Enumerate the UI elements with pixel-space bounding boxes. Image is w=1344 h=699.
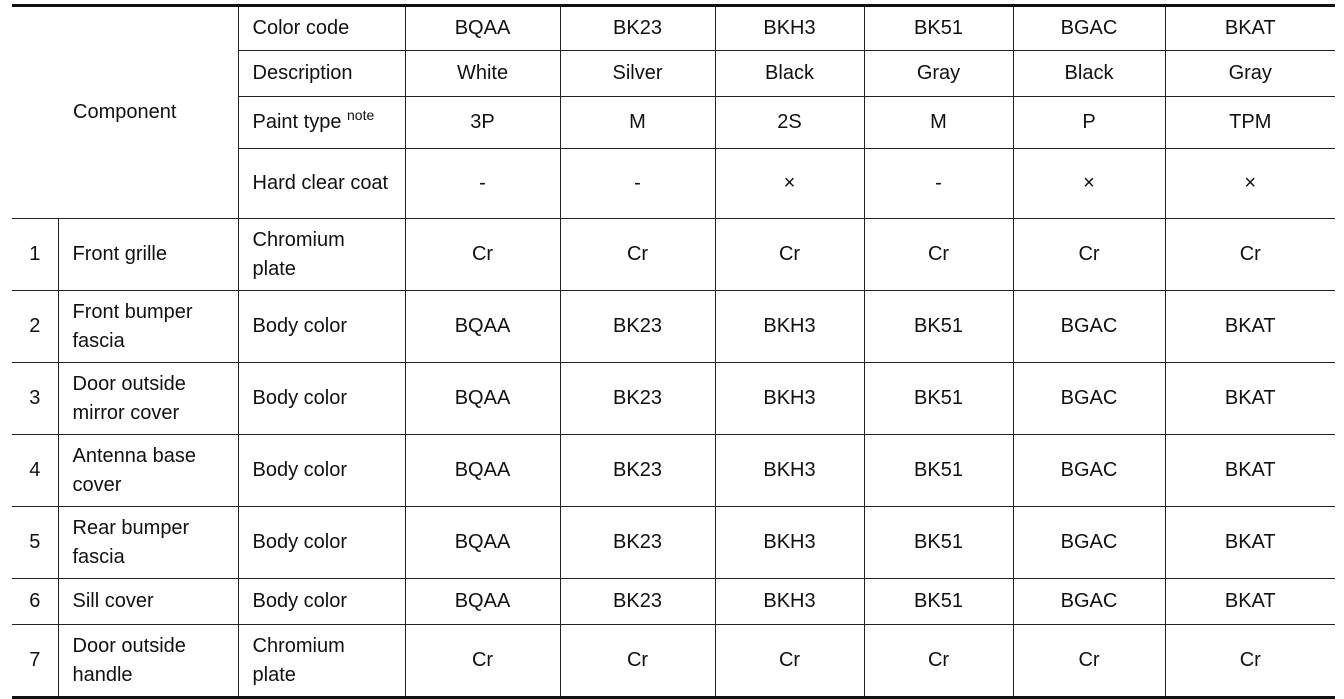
paint-type-cell: P <box>1013 97 1165 149</box>
value-cell: BK23 <box>560 291 715 363</box>
table-row <box>12 291 1335 363</box>
value-cell: BQAA <box>405 507 560 579</box>
value-cell: Cr <box>1013 219 1165 291</box>
value-cell: BGAC <box>1013 291 1165 363</box>
paint-type-label <box>238 97 405 149</box>
value-cell: BKH3 <box>715 507 864 579</box>
hard-clear-coat-cell: × <box>1165 149 1335 219</box>
finish-type: Chromium plate <box>238 219 405 291</box>
value-cell: BKAT <box>1165 363 1335 435</box>
component-name: Front grille <box>58 219 238 291</box>
value-cell: BKH3 <box>715 291 864 363</box>
finish-type: Body color <box>238 291 405 363</box>
description-cell: Gray <box>1165 51 1335 97</box>
value-cell: BK51 <box>864 435 1013 507</box>
value-cell: BKAT <box>1165 291 1335 363</box>
row-number: 1 <box>12 219 58 291</box>
hard-clear-coat-cell: - <box>405 149 560 219</box>
finish-type: Body color <box>238 435 405 507</box>
paint-color-table-container <box>12 4 1335 699</box>
value-cell: BK23 <box>560 363 715 435</box>
component-name: Rear bumper fascia <box>58 507 238 579</box>
value-cell: Cr <box>715 625 864 698</box>
hard-clear-coat-label: Hard clear coat <box>238 149 405 219</box>
row-number: 5 <box>12 507 58 579</box>
color-code-cell: BGAC <box>1013 6 1165 51</box>
hard-clear-coat-cell: × <box>715 149 864 219</box>
value-cell: Cr <box>405 219 560 291</box>
value-cell: Cr <box>864 219 1013 291</box>
value-cell: BGAC <box>1013 363 1165 435</box>
row-number: 6 <box>12 579 58 625</box>
table-row <box>12 435 1335 507</box>
paint-type-cell: 3P <box>405 97 560 149</box>
hard-clear-coat-cell: - <box>560 149 715 219</box>
row-number: 3 <box>12 363 58 435</box>
value-cell: Cr <box>1165 625 1335 698</box>
table-row <box>12 363 1335 435</box>
paint-type-cell: 2S <box>715 97 864 149</box>
component-name: Door outside handle <box>58 625 238 698</box>
component-name: Antenna base cover <box>58 435 238 507</box>
finish-type: Body color <box>238 507 405 579</box>
value-cell: Cr <box>715 219 864 291</box>
description-cell: White <box>405 51 560 97</box>
value-cell: Cr <box>560 625 715 698</box>
finish-type: Body color <box>238 579 405 625</box>
value-cell: BQAA <box>405 579 560 625</box>
paint-type-note-mark: note <box>347 107 375 123</box>
value-cell: BGAC <box>1013 435 1165 507</box>
color-code-label: Color code <box>238 6 405 51</box>
paint-type-cell: M <box>864 97 1013 149</box>
paint-type-cell: TPM <box>1165 97 1335 149</box>
color-code-cell: BKH3 <box>715 6 864 51</box>
table-row <box>12 625 1335 698</box>
description-label: Description <box>238 51 405 97</box>
row-number: 2 <box>12 291 58 363</box>
component-name: Door outside mirror cover <box>58 363 238 435</box>
table-row <box>12 219 1335 291</box>
value-cell: BKH3 <box>715 363 864 435</box>
table-row <box>12 579 1335 625</box>
value-cell: BK51 <box>864 363 1013 435</box>
value-cell: BQAA <box>405 435 560 507</box>
color-code-cell: BK23 <box>560 6 715 51</box>
value-cell: BKH3 <box>715 435 864 507</box>
finish-type: Body color <box>238 363 405 435</box>
value-cell: BK51 <box>864 291 1013 363</box>
row-number: 7 <box>12 625 58 698</box>
value-cell: BK23 <box>560 435 715 507</box>
description-cell: Silver <box>560 51 715 97</box>
value-cell: Cr <box>1165 219 1335 291</box>
color-code-cell: BK51 <box>864 6 1013 51</box>
value-cell: BGAC <box>1013 507 1165 579</box>
component-header: Component <box>12 6 238 219</box>
value-cell: BK51 <box>864 579 1013 625</box>
paint-color-table <box>12 4 1335 699</box>
value-cell: BQAA <box>405 363 560 435</box>
value-cell: Cr <box>560 219 715 291</box>
description-cell: Black <box>1013 51 1165 97</box>
value-cell: BGAC <box>1013 579 1165 625</box>
value-cell: BKH3 <box>715 579 864 625</box>
value-cell: BQAA <box>405 291 560 363</box>
finish-type: Chromium plate <box>238 625 405 698</box>
paint-type-label-text: Paint type <box>252 111 342 133</box>
value-cell: Cr <box>405 625 560 698</box>
color-code-cell: BKAT <box>1165 6 1335 51</box>
description-cell: Gray <box>864 51 1013 97</box>
row-number: 4 <box>12 435 58 507</box>
value-cell: BK51 <box>864 507 1013 579</box>
value-cell: BKAT <box>1165 435 1335 507</box>
table-row <box>12 507 1335 579</box>
value-cell: BKAT <box>1165 507 1335 579</box>
value-cell: BK23 <box>560 507 715 579</box>
description-cell: Black <box>715 51 864 97</box>
value-cell: Cr <box>1013 625 1165 698</box>
hard-clear-coat-cell: × <box>1013 149 1165 219</box>
value-cell: BK23 <box>560 579 715 625</box>
color-code-cell: BQAA <box>405 6 560 51</box>
component-name: Front bumper fascia <box>58 291 238 363</box>
header-row-color-code <box>12 6 1335 51</box>
component-name: Sill cover <box>58 579 238 625</box>
value-cell: BKAT <box>1165 579 1335 625</box>
hard-clear-coat-cell: - <box>864 149 1013 219</box>
value-cell: Cr <box>864 625 1013 698</box>
paint-type-cell: M <box>560 97 715 149</box>
